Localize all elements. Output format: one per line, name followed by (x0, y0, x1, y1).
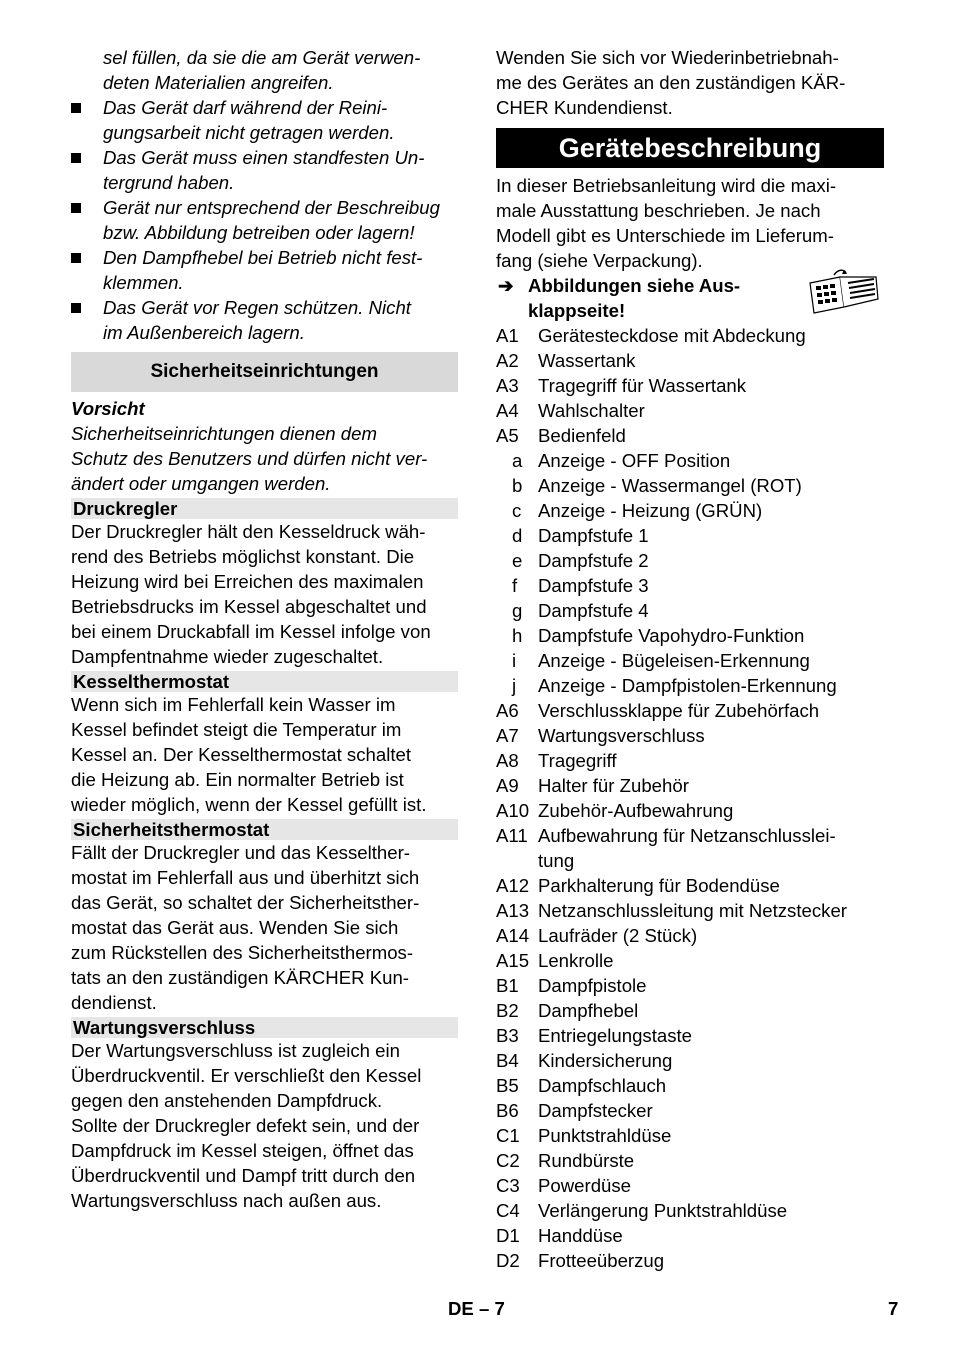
text-line: Tragegriff für Wassertank (538, 375, 747, 396)
text-line: Halter für Zubehör (538, 775, 689, 796)
legend-item (496, 573, 884, 598)
footer-section-label: DE – 7 (448, 1298, 505, 1319)
legend-item (496, 448, 884, 473)
bullet-item (71, 245, 458, 295)
square-bullet-icon (71, 203, 81, 213)
text-line: Betriebsdrucks im Kessel abgeschaltet und (71, 596, 427, 617)
text-line: mostat das Gerät aus. Wenden Sie sich (71, 917, 399, 938)
text-line: Kessel an. Der Kesselthermostat schaltet (71, 744, 412, 765)
legend-key: A13 (496, 900, 530, 921)
text-line: Verschlussklappe für Zubehörfach (538, 700, 820, 721)
legend-item (496, 1173, 884, 1198)
legend-item (496, 1223, 884, 1248)
text-line: Dampfstufe 4 (538, 600, 649, 621)
text-line: Powerdüse (538, 1175, 632, 1196)
square-bullet-icon (71, 303, 81, 313)
square-bullet-icon (71, 103, 81, 113)
subsection-text (71, 692, 458, 817)
text-line: Parkhalterung für Bodendüse (538, 875, 780, 896)
legend-item (496, 1123, 884, 1148)
bullet-item (71, 95, 458, 145)
text-line: Tragegriff (538, 750, 617, 771)
text-line: Dampfpistole (538, 975, 647, 996)
legend-item (496, 523, 884, 548)
text-line: Wenn sich im Fehlerfall kein Wasser im (71, 694, 396, 715)
bullet-item (71, 295, 458, 345)
legend-key: e (512, 550, 523, 571)
legend-item (496, 823, 884, 873)
text-line: zum Rückstellen des Sicherheitsthermos- (71, 942, 414, 963)
text-line: Das Gerät vor Regen schützen. Nicht (103, 297, 411, 318)
legend-item (496, 748, 884, 773)
legend-key: C1 (496, 1125, 520, 1146)
text-line: Abbildungen siehe Aus- (528, 275, 741, 296)
legend-key: A7 (496, 725, 519, 746)
bullet-item (71, 195, 458, 245)
legend-item (496, 323, 884, 348)
bullet-item (71, 145, 458, 195)
legend-item (496, 948, 884, 973)
text-line: Laufräder (2 Stück) (538, 925, 698, 946)
text-line: Dampfentnahme wieder zugeschaltet. (71, 646, 384, 667)
legend-key: A4 (496, 400, 519, 421)
legend-item (496, 973, 884, 998)
subsection-text (71, 1038, 458, 1213)
safety-bullet-list (71, 95, 458, 345)
legend-key: b (512, 475, 523, 496)
text-line: Überdruckventil. Er verschließt den Kessel (71, 1065, 422, 1086)
text-line: Der Druckregler hält den Kesseldruck wäh- (71, 521, 426, 542)
text-line: das Gerät, so schaltet der Sicherheitsther- (71, 892, 420, 913)
legend-key: B3 (496, 1025, 519, 1046)
text-line: Dampfhebel (538, 1000, 639, 1021)
legend-key: C2 (496, 1150, 520, 1171)
legend-key: f (512, 575, 518, 596)
legend-item (496, 923, 884, 948)
legend-key: h (512, 625, 523, 646)
text-line: Dampfschlauch (538, 1075, 667, 1096)
legend-item (496, 598, 884, 623)
legend-key: D2 (496, 1250, 520, 1271)
text-line: Anzeige - Wassermangel (ROT) (538, 475, 802, 496)
arrow-icon: ➔ (498, 275, 514, 296)
text-line: Dampfdruck im Kessel steigen, öffnet das (71, 1140, 414, 1161)
legend-item (496, 1098, 884, 1123)
text-line: wieder möglich, wenn der Kessel gefüllt ist. (71, 794, 427, 815)
left-column (71, 45, 458, 1213)
legend-item (496, 1073, 884, 1098)
legend-item (496, 1148, 884, 1173)
section-heading-safety-devices: Sicherheitseinrichtungen (71, 352, 458, 392)
square-bullet-icon (71, 253, 81, 263)
text-line: ändert oder umgangen werden. (71, 473, 331, 494)
legend-item (496, 623, 884, 648)
text-line: klappseite! (528, 300, 626, 321)
text-line: Anzeige - Heizung (GRÜN) (538, 500, 763, 521)
legend-item (496, 1023, 884, 1048)
legend-item (496, 723, 884, 748)
caution-text (71, 421, 458, 496)
text-line: Dampfstufe 3 (538, 575, 649, 596)
text-line: Das Gerät darf während der Reini- (103, 97, 388, 118)
text-line: Frotteeüberzug (538, 1250, 665, 1271)
text-line: In dieser Betriebsanleitung wird die maxi- (496, 175, 837, 196)
legend-key: A2 (496, 350, 519, 371)
text-line: Gerätesteckdose mit Abdeckung (538, 325, 806, 346)
legend-item (496, 1248, 884, 1273)
subsection-heading: Wartungsverschluss (71, 1017, 458, 1038)
text-line: die Heizung ab. Ein normalter Betrieb ist (71, 769, 404, 790)
legend-key: A6 (496, 700, 519, 721)
legend-key: d (512, 525, 523, 546)
text-line: Fällt der Druckregler und das Kesselther- (71, 842, 410, 863)
legend-item (496, 548, 884, 573)
text-line: Der Wartungsverschluss ist zugleich ein (71, 1040, 400, 1061)
legend-key: j (512, 675, 517, 696)
legend-key: A12 (496, 875, 530, 896)
description-paragraph (496, 173, 884, 273)
text-line: bzw. Abbildung betreiben oder lagern! (103, 222, 415, 243)
safety-subsections (71, 498, 458, 1213)
text-line: gegen den anstehenden Dampfdruck. (71, 1090, 383, 1111)
intro-paragraph (496, 45, 884, 120)
text-line: deten Materialien angreifen. (103, 72, 334, 93)
foldout-book-icon (804, 269, 884, 317)
component-legend (496, 323, 884, 1273)
text-line: mostat im Fehlerfall aus und überhitzt sich (71, 867, 420, 888)
text-line: klemmen. (103, 272, 184, 293)
subsection-heading: Kesselthermostat (71, 671, 458, 692)
text-line: Modell gibt es Unterschiede im Lieferum- (496, 225, 834, 246)
text-line: sel füllen, da sie die am Gerät verwen- (103, 47, 421, 68)
text-line: Wenden Sie sich vor Wiederinbetriebnah- (496, 47, 839, 68)
legend-item (496, 998, 884, 1023)
legend-item (496, 473, 884, 498)
text-line: Dampfstufe Vapohydro-Funktion (538, 625, 805, 646)
legend-item (496, 898, 884, 923)
text-line: Sicherheitseinrichtungen dienen dem (71, 423, 377, 444)
text-line: dendienst. (71, 992, 157, 1013)
text-line: Zubehör-Aufbewahrung (538, 800, 734, 821)
intro-continuation (71, 45, 458, 95)
text-line: Anzeige - Dampfpistolen-Erkennung (538, 675, 837, 696)
text-line: Dampfstufe 2 (538, 550, 649, 571)
legend-key: D1 (496, 1225, 520, 1246)
legend-key: B2 (496, 1000, 519, 1021)
text-line: Überdruckventil und Dampf tritt durch den (71, 1165, 416, 1186)
text-line: Wassertank (538, 350, 636, 371)
legend-item (496, 773, 884, 798)
text-line: Wartungsverschluss (538, 725, 705, 746)
text-line: Punktstrahldüse (538, 1125, 672, 1146)
legend-item (496, 798, 884, 823)
text-line: Sollte der Druckregler defekt sein, und der (71, 1115, 420, 1136)
text-line: rend des Betriebs möglichst konstant. Die (71, 546, 415, 567)
square-bullet-icon (71, 153, 81, 163)
text-line: Bedienfeld (538, 425, 626, 446)
text-line: Kessel befindet steigt die Temperatur im (71, 719, 402, 740)
text-line: Gerät nur entsprechend der Beschreibug (103, 197, 440, 218)
text-line: male Ausstattung beschrieben. Je nach (496, 200, 821, 221)
text-line: fang (siehe Verpackung). (496, 250, 703, 271)
text-line: Den Dampfhebel bei Betrieb nicht fest- (103, 247, 423, 268)
text-line: Dampfstecker (538, 1100, 653, 1121)
text-line: Handdüse (538, 1225, 623, 1246)
legend-key: c (512, 500, 522, 521)
legend-key: a (512, 450, 523, 471)
main-heading: Gerätebeschreibung (496, 128, 884, 168)
legend-key: C3 (496, 1175, 520, 1196)
legend-item (496, 1048, 884, 1073)
legend-key: B6 (496, 1100, 519, 1121)
subsection-text (71, 840, 458, 1015)
text-line: gungsarbeit nicht getragen werden. (103, 122, 395, 143)
legend-item (496, 648, 884, 673)
text-line: bei einem Druckabfall im Kessel infolge von (71, 621, 431, 642)
caution-label: Vorsicht (71, 398, 145, 419)
text-line: tergrund haben. (103, 172, 235, 193)
text-line: Aufbewahrung für Netzanschlusslei- (538, 825, 836, 846)
text-line: Rundbürste (538, 1150, 635, 1171)
legend-item (496, 423, 884, 448)
legend-item (496, 698, 884, 723)
text-line: tats an den zuständigen KÄRCHER Kun- (71, 967, 409, 988)
legend-key: C4 (496, 1200, 520, 1221)
text-line: Wahlschalter (538, 400, 645, 421)
subsection-heading: Sicherheitsthermostat (71, 819, 458, 840)
text-line: Heizung wird bei Erreichen des maximalen (71, 571, 424, 592)
text-line: Anzeige - OFF Position (538, 450, 731, 471)
legend-key: B4 (496, 1050, 519, 1071)
footer-page-number: 7 (888, 1298, 899, 1319)
text-line: Dampfstufe 1 (538, 525, 649, 546)
text-line: Netzanschlussleitung mit Netzstecker (538, 900, 847, 921)
legend-key: A9 (496, 775, 519, 796)
legend-item (496, 398, 884, 423)
figure-reference (496, 273, 884, 323)
legend-item (496, 348, 884, 373)
legend-key: A1 (496, 325, 519, 346)
text-line: Entriegelungstaste (538, 1025, 693, 1046)
legend-key: i (512, 650, 517, 671)
right-column (496, 45, 884, 1273)
text-line: Anzeige - Bügeleisen-Erkennung (538, 650, 810, 671)
legend-item (496, 498, 884, 523)
legend-item (496, 673, 884, 698)
legend-key: B1 (496, 975, 519, 996)
text-line: Lenkrolle (538, 950, 614, 971)
text-line: CHER Kundendienst. (496, 97, 673, 118)
subsection-text (71, 519, 458, 669)
legend-key: A15 (496, 950, 530, 971)
text-line: im Außenbereich lagern. (103, 322, 305, 343)
text-line: Verlängerung Punktstrahldüse (538, 1200, 788, 1221)
text-line: Kindersicherung (538, 1050, 673, 1071)
legend-key: A14 (496, 925, 530, 946)
legend-key: A11 (496, 825, 528, 846)
legend-key: B5 (496, 1075, 519, 1096)
legend-item (496, 873, 884, 898)
legend-key: A5 (496, 425, 519, 446)
text-line: me des Gerätes an den zuständigen KÄR- (496, 72, 846, 93)
text-line: Wartungsverschluss nach außen aus. (71, 1190, 382, 1211)
legend-item (496, 1198, 884, 1223)
legend-item (496, 373, 884, 398)
text-line: tung (538, 850, 575, 871)
text-line: Schutz des Benutzers und dürfen nicht ver- (71, 448, 428, 469)
subsection-heading: Druckregler (71, 498, 458, 519)
legend-key: A10 (496, 800, 530, 821)
legend-key: A8 (496, 750, 519, 771)
text-line: Das Gerät muss einen standfesten Un- (103, 147, 425, 168)
legend-key: A3 (496, 375, 519, 396)
legend-key: g (512, 600, 523, 621)
